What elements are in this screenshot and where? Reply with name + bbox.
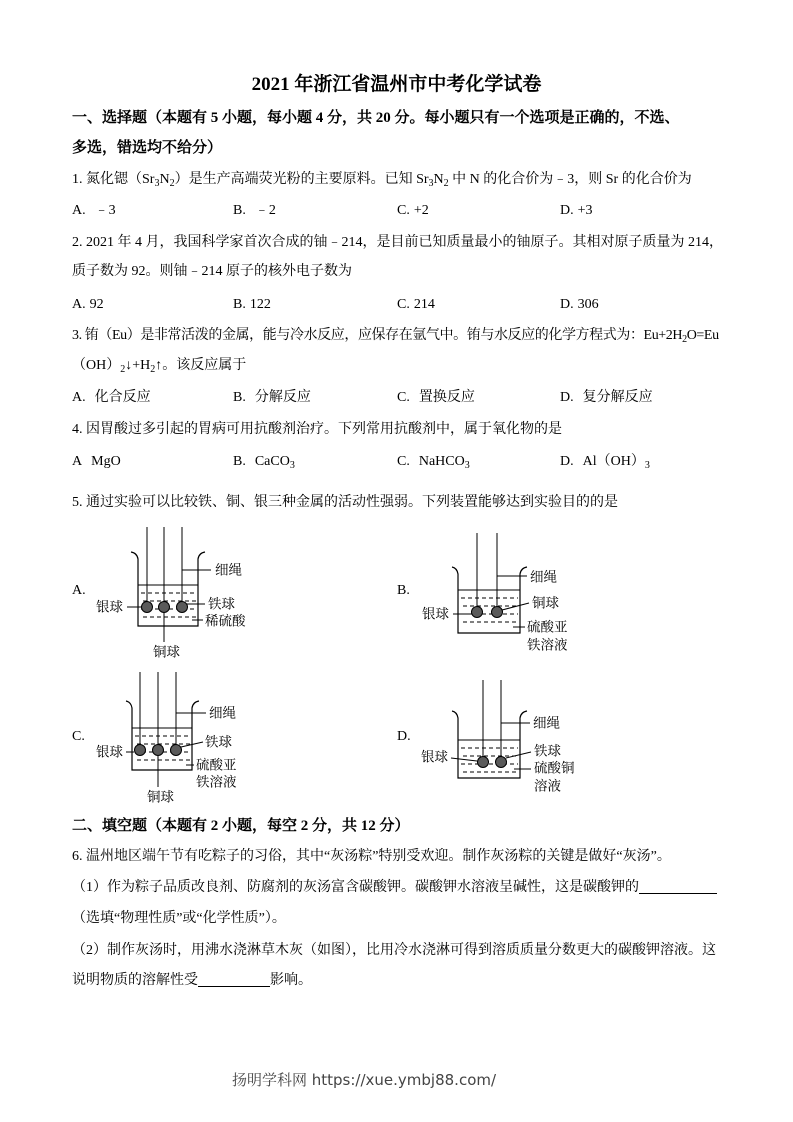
solution-label: 铁溶液 [196,774,237,790]
q2-stem-line2: 质子数为 92。则铀﹣214 原子的核外电子数为 [72,264,352,279]
subscript: 3 [154,178,160,189]
q4-option-c [397,452,470,472]
iron-ball-label: 铁球 [205,734,232,750]
option-label: A. [72,297,86,312]
subscript: 2 [120,364,126,375]
option-label: D. [560,390,574,405]
option-text: Al（OH） [582,454,645,469]
q6-part2-line2 [72,971,312,991]
option-label: C. [397,390,410,405]
rope-label: 细绳 [533,715,560,731]
q1-stem-text: ）是生产高端荧光粉的主要原料。已知 Sr [174,172,429,187]
q4-stem: 4. 因胃酸过多引起的胃病可用抗酸剂治疗。下列常用抗酸剂中，属于氧化物的是 [72,422,562,437]
silver-ball [478,757,489,768]
rope-label: 细绳 [215,562,242,578]
option-label: C. [397,203,410,218]
subscript: 3 [289,460,295,471]
q5-option-b-label: B. [397,583,410,598]
option-label: B. [233,203,246,218]
copper-ball [153,745,164,756]
q3-option-d [560,388,653,408]
silver-ball-label: 银球 [96,599,123,615]
option-label: A. [72,203,86,218]
q5-option-a-label: A. [72,583,86,598]
q1-stem [72,170,692,190]
q2-option-d [560,295,599,315]
q3-option-c [397,388,475,408]
solution-label: 稀硫酸 [205,613,246,629]
subscript: 3 [428,178,434,189]
silver-ball-label: 银球 [421,749,448,765]
q6-stem: 6. 温州地区端午节有吃粽子的习俗，其中“灰汤粽”特别受欢迎。制作灰汤粽的关键是做好“灰汤”。 [72,849,671,864]
q6-part1-text: （1）作为粽子品质改良剂、防腐剂的灰汤富含碳酸钾。碳酸钾水溶液呈碱性，这是碳酸钾的 [72,880,639,895]
q3-stem-text: 3. 铕（Eu）是非常活泼的金属，能与冷水反应，应保存在氩气中。铕与水反应的化学方程式为：Eu+2H [72,328,683,343]
q1-option-d [560,201,593,221]
q3-stem-text: ↑。该反应属于 [155,358,247,373]
option-text: 化合反应 [94,390,151,405]
option-label: C. [397,297,410,312]
q2-option-a [72,295,104,315]
q5-option-c-label: C. [72,729,85,744]
copper-ball-label: 铜球 [153,644,180,660]
option-label: A [72,454,83,469]
q4-option-a [72,452,121,472]
q3-stem-text: ↓+H [125,358,151,373]
answer-blank [639,878,717,894]
beaker [452,711,527,778]
option-label: D. [560,203,574,218]
q6-part1-line1 [72,878,717,898]
solution-label: 硫酸亚 [196,757,237,773]
iron-ball [171,745,182,756]
section2-heading: 二、填空题（本题有 2 小题，每空 2 分，共 12 分） [72,818,410,834]
option-text: MgO [91,454,121,469]
q3-option-a [72,388,151,408]
q6-part1-line2: （选填“物理性质”或“化学性质”）。 [72,911,286,926]
q2-option-b [233,295,271,315]
option-label: D. [560,454,574,469]
option-text: 92 [89,297,104,312]
subscript: 3 [644,460,650,471]
option-text: ﹣2 [254,203,276,218]
q4-option-b [233,452,295,472]
option-text: +3 [577,203,593,218]
option-text: ﹣3 [94,203,116,218]
q3-stem-text: O=Eu [686,328,719,343]
q5-apparatus-diagrams [0,515,793,815]
solution-label: 硫酸亚 [527,619,568,635]
q1-option-a [72,201,116,221]
iron-ball-label: 铁球 [534,743,561,759]
option-text: +2 [413,203,429,218]
option-label: C. [397,454,410,469]
q6-part2-text: 影响。 [270,973,312,988]
q1-option-b [233,201,276,221]
option-text: 置换反应 [418,390,475,405]
leader-line [506,752,531,758]
silver-ball-label: 银球 [422,606,449,622]
beaker [452,567,527,633]
beaker [131,552,205,626]
option-label: D. [560,297,574,312]
copper-ball-label: 铜球 [532,595,559,611]
solution-label: 硫酸铜 [534,760,575,776]
copper-ball-label: 铜球 [147,789,174,805]
q3-stem-line1 [72,326,719,346]
q4-option-d [560,452,650,472]
diagram-c [96,672,237,805]
iron-ball-label: 铁球 [208,596,235,612]
option-text: 122 [249,297,271,312]
q1-option-c [397,201,429,221]
solution-label: 溶液 [534,778,561,794]
diagram-d [421,680,575,794]
option-text: NaHCO [418,454,465,469]
copper-ball [159,602,170,613]
option-text: CaCO [254,454,290,469]
option-label: A. [72,390,86,405]
q3-stem-text: （OH） [72,358,121,373]
option-label: B. [233,454,246,469]
subscript: 3 [464,460,470,471]
q1-stem-text: 1. 氮化锶（Sr [72,172,155,187]
q6-part2-line1: （2）制作灰汤时，用沸水浇淋草木灰（如图），比用冷水浇淋可得到溶质质量分数更大的碳酸钾溶液。这 [72,943,716,958]
q1-stem-text: N [433,172,444,187]
q5-option-d-label: D. [397,729,411,744]
rope-label: 细绳 [530,569,557,585]
q3-option-b [233,388,311,408]
q2-option-c [397,295,435,315]
option-text: 214 [413,297,435,312]
solution-label: 铁溶液 [527,637,568,653]
section1-heading-line2: 多选，错选均不给分） [72,140,223,156]
subscript: 2 [682,334,687,345]
q5-stem: 5. 通过实验可以比较铁、铜、银三种金属的活动性强弱。下列装置能够达到实验目的的是 [72,495,618,510]
diagram-b [422,533,568,653]
option-text: 306 [577,297,599,312]
subscript: 2 [150,364,156,375]
answer-blank [198,971,270,987]
silver-ball [472,607,483,618]
section1-heading-line1: 一、选择题（本题有 5 小题，每小题 4 分，共 20 分。每小题只有一个选项是正确的，不选、 [72,110,680,126]
rope-label: 细绳 [209,705,236,721]
silver-ball [142,602,153,613]
iron-ball [177,602,188,613]
q1-stem-text: N [159,172,170,187]
iron-ball [496,757,507,768]
subscript: 2 [443,178,449,189]
option-label: B. [233,390,246,405]
leader-line [451,758,477,761]
q1-stem-text: 中 N 的化合价为﹣3，则 Sr 的化合价为 [448,172,692,187]
silver-ball [135,745,146,756]
subscript: 2 [169,178,175,189]
option-text: 复分解反应 [582,390,653,405]
option-text: 分解反应 [254,390,311,405]
q6-part2-text: 说明物质的溶解性受 [72,973,198,988]
footer-watermark: 扬明学科网 https://xue.ymbj88.com/ [232,1071,497,1089]
copper-ball [492,607,503,618]
silver-ball-label: 银球 [96,744,123,760]
option-label: B. [233,297,246,312]
q3-stem-line2 [72,356,246,376]
page-title: 2021 年浙江省温州市中考化学试卷 [251,74,542,95]
q2-stem-line1: 2. 2021 年 4 月，我国科学家首次合成的铀﹣214，是目前已知质量最小的铀原子。其相对原子质量为 214， [72,235,723,250]
diagram-a [96,527,246,660]
